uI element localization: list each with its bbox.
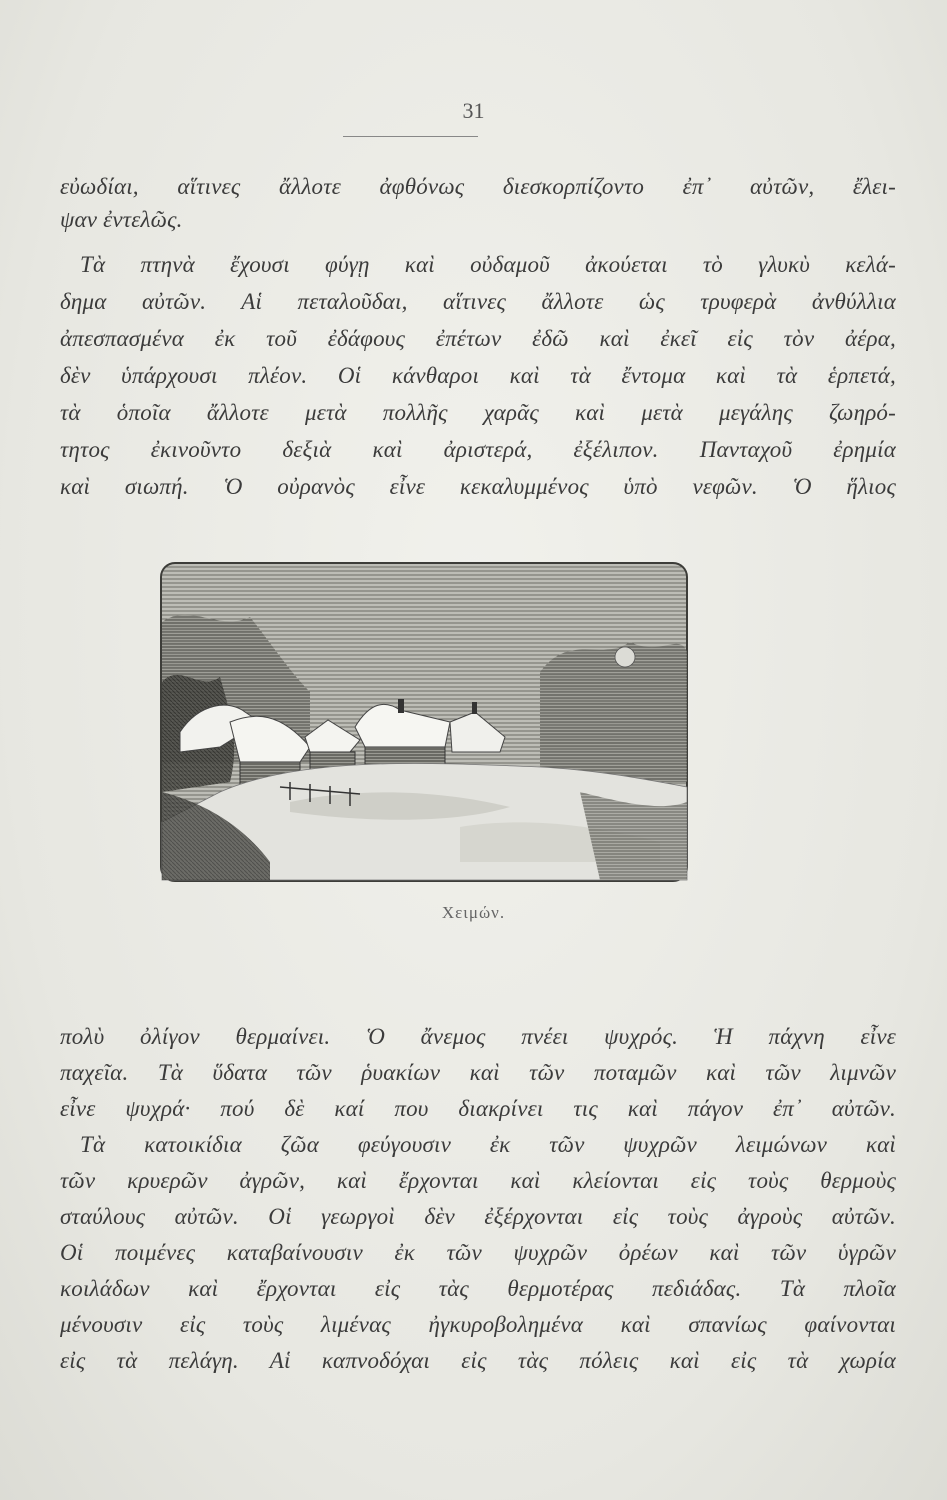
text-line: Τὰ κατοικίδια ζῶα φεύγουσιν ἐκ τῶν ψυχρῶν λειμώνων καὶ xyxy=(80,1132,896,1157)
text-line: εὐωδίαι, αἵτινες ἄλλοτε ἀφθόνως διεσκορπίζοντο ἐπ᾽ αὐτῶν, ἔλει- xyxy=(60,174,896,199)
text-line: κοιλάδων καὶ ἔρχονται εἰς τὰς θερμοτέρας πεδιάδας. Τὰ πλοῖα xyxy=(60,1276,896,1301)
text-line: δημα αὐτῶν. Αἱ πεταλοῦδαι, αἵτινες ἄλλοτε ὡς τρυφερὰ ἀνθύλλια xyxy=(60,289,896,314)
figure-caption: Χειμών. xyxy=(441,903,506,922)
page-number-rule xyxy=(343,136,478,137)
text-line: καὶ σιωπή. Ὁ οὐρανὸς εἶνε κεκαλυμμένος ὑπὸ νεφῶν. Ὁ ἥλιος xyxy=(60,474,896,499)
text-line: εἶνε ψυχρά· πού δὲ καί που διακρίνει τις καὶ πάγον ἐπ᾽ αὐτῶν. xyxy=(60,1096,896,1121)
page-number: 31 xyxy=(462,98,485,123)
text-line: Τὰ πτηνὰ ἔχουσι φύγῃ καὶ οὐδαμοῦ ἀκούεται τὸ γλυκὺ κελά- xyxy=(80,252,896,277)
text-line: πολὺ ὀλίγον θερμαίνει. Ὁ ἄνεμος πνέει ψυχρός. Ἡ πάχνη εἶνε xyxy=(60,1024,896,1049)
text-line: μένουσιν εἰς τοὺς λιμένας ἠγκυροβολημένα καὶ σπανίως φαίνονται xyxy=(60,1312,896,1337)
text-line: τητος ἐκινοῦντο δεξιὰ καὶ ἀριστερά, ἐξέλιπον. Πανταχοῦ ἐρημία xyxy=(60,437,896,462)
winter-engraving-illustration xyxy=(160,562,688,882)
text-line: ψαν ἐντελῶς. xyxy=(60,207,183,232)
text-line: Οἱ ποιμένες καταβαίνουσιν ἐκ τῶν ψυχρῶν ὀρέων καὶ τῶν ὑγρῶν xyxy=(60,1240,896,1265)
text-line: δὲν ὑπάρχουσι πλέον. Οἱ κάνθαροι καὶ τὰ ἔντομα καὶ τὰ ἑρπετά, xyxy=(60,363,896,388)
text-line: σταύλους αὐτῶν. Οἱ γεωργοὶ δὲν ἐξέρχονται εἰς τοὺς ἀγροὺς αὐτῶν. xyxy=(60,1204,896,1229)
text-line: τῶν κρυερῶν ἀγρῶν, καὶ ἔρχονται καὶ κλείονται εἰς τοὺς θερμοὺς xyxy=(60,1168,896,1193)
text-line: παχεῖα. Τὰ ὕδατα τῶν ῥυακίων καὶ τῶν ποταμῶν καὶ τῶν λιμνῶν xyxy=(60,1060,896,1085)
text-line: τὰ ὁποῖα ἄλλοτε μετὰ πολλῆς χαρᾶς καὶ μετὰ μεγάλης ζωηρό- xyxy=(60,400,896,425)
text-line: εἰς τὰ πελάγη. Αἱ καπνοδόχαι εἰς τὰς πόλεις καὶ εἰς τὰ χωρία xyxy=(60,1348,896,1373)
text-line: ἀπεσπασμένα ἐκ τοῦ ἐδάφους ἐπέτων ἐδῶ καὶ ἐκεῖ εἰς τὸν ἀέρα, xyxy=(60,326,896,351)
